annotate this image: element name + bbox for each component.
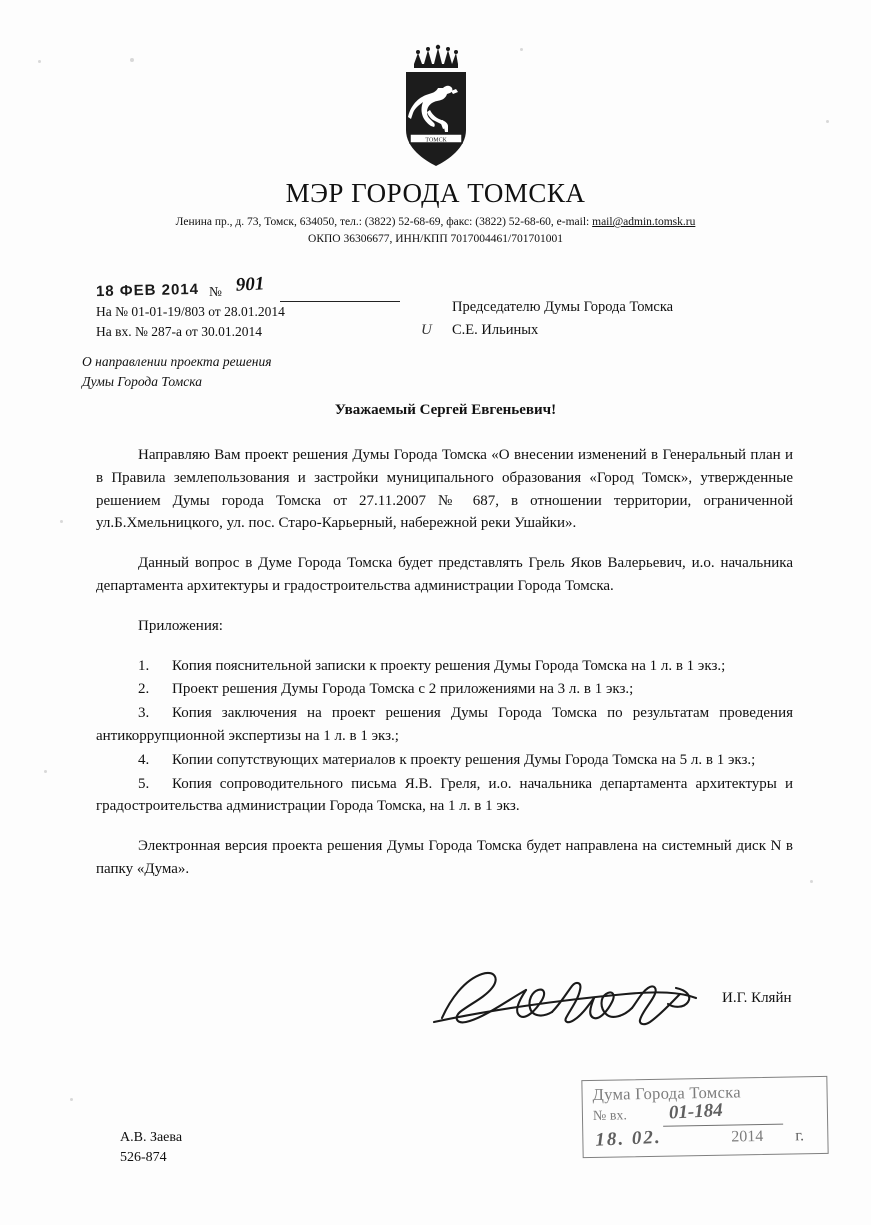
signature-block <box>430 960 830 1040</box>
attachment-text: Копия пояснительной записки к проекту решения Думы Города Томска на 1 л. в 1 экз.; <box>172 657 726 674</box>
svg-text:ТОМСК: ТОМСК <box>424 137 447 144</box>
list-item <box>96 749 793 772</box>
addressee-line-1: Председателю Думы Города Томска <box>452 299 674 315</box>
scan-speck <box>44 770 47 773</box>
attachment-text: Копия сопроводительного письма Я.В. Греля, и.о. начальника департамента архитектуры и градостроительства администрации Города Томска, на 1 л. в 1 экз. <box>96 775 793 815</box>
letter-body <box>96 444 793 898</box>
subject-block <box>82 352 272 391</box>
body-paragraph-1: Направляю Вам проект решения Думы Города Томска «О внесении изменений в Генеральный план и в Правила землепользования и застройки муниципального образования «Город Томск», утвержденные решением Думы города Томска от 27.11.2007 № 687, в отношении территории, ограниченной ул.Б.Хмельницкого, ул. пос. Старо-Карьерный, набережной реки Ушайки». <box>96 447 793 532</box>
executor-block <box>120 1128 182 1169</box>
number-rule <box>280 287 400 302</box>
handwritten-mark: U <box>421 322 432 338</box>
stamp-rule <box>663 1124 783 1127</box>
attachment-number: 4. <box>138 751 150 768</box>
addressee-line-2: С.Е. Ильиных <box>452 322 539 339</box>
incoming-reference-1: На № 01-01-19/803 от 28.01.2014 <box>96 304 285 319</box>
salutation: Уважаемый Сергей Евгеньевич! <box>334 402 557 418</box>
addressee-block <box>421 296 674 342</box>
organization-okpo: ОКПО 36306677, ИНН/КПП 7017004461/701701001 <box>308 232 563 245</box>
number-label: № <box>209 283 222 299</box>
letterhead <box>0 44 871 245</box>
scan-speck <box>70 1098 73 1101</box>
body-paragraph-2: Данный вопрос в Думе Города Томска будет представлять Грель Яков Валерьевич, и.о. начальника департамента архитектуры и градостроительства администрации Города Томска. <box>96 555 793 594</box>
scan-speck <box>60 520 63 523</box>
list-item <box>96 655 793 678</box>
date-stamp: 18 ФЕВ 2014 <box>95 280 200 300</box>
attachments-list <box>96 655 793 819</box>
number-value: 901 <box>235 272 265 296</box>
stamp-title: Дума Города Томска <box>592 1082 742 1104</box>
attachment-number: 1. <box>138 657 150 674</box>
incoming-reference-2: На вх. № 287-а от 30.01.2014 <box>96 324 262 340</box>
attachment-text: Копии сопутствующих материалов к проекту решения Думы Города Томска на 5 л. в 1 экз.; <box>172 751 756 768</box>
scan-speck <box>810 880 813 883</box>
stamp-date-value: 18. 02. <box>594 1126 663 1151</box>
list-item <box>96 702 793 748</box>
page-title: МЭР ГОРОДА ТОМСКА <box>285 178 586 208</box>
attachment-number: 5. <box>138 775 150 792</box>
attachments-title: Приложения: <box>138 617 223 634</box>
stamp-year-suffix: г. <box>795 1127 805 1145</box>
stamp-number-label: № вх. <box>592 1108 628 1124</box>
executor-name: А.В. Заева <box>120 1130 183 1145</box>
attachment-number: 2. <box>138 681 150 698</box>
list-item <box>96 678 793 701</box>
reference-number-row <box>95 272 400 302</box>
stamp-year-value: 2014 <box>731 1127 764 1146</box>
incoming-registration-stamp <box>581 1076 828 1158</box>
list-item <box>96 773 793 819</box>
attachment-number: 3. <box>138 705 150 722</box>
body-paragraph-3: Электронная версия проекта решения Думы Города Томска будет направлена на системный диск N в папку «Дума». <box>96 838 793 877</box>
email-link[interactable]: mail@admin.tomsk.ru <box>592 216 696 228</box>
reference-block <box>95 272 400 343</box>
contacts-text: Ленина пр., д. 73, Томск, 634050, тел.: (3822) 52-68-69, факс: (3822) 52-68-60, e-mail: <box>175 216 593 228</box>
signer-name: И.Г. Кляйн <box>722 990 792 1006</box>
subject-line-1: О направлении проекта решения <box>82 354 272 369</box>
attachment-text: Проект решения Думы Города Томска с 2 приложениями на 3 л. в 1 экз.; <box>172 681 634 698</box>
executor-phone: 526-874 <box>120 1150 167 1166</box>
organization-contacts <box>0 214 871 231</box>
tomsk-coat-of-arms-icon <box>388 44 484 172</box>
attachment-text: Копия заключения на проект решения Думы Города Томска по результатам проведения антикоррупционной экспертизы на 1 л. в 1 экз.; <box>96 705 793 744</box>
subject-line-2: Думы Города Томска <box>82 373 202 389</box>
stamp-number-value: 01-184 <box>668 1099 724 1124</box>
signature-scribble-icon <box>430 960 720 1040</box>
